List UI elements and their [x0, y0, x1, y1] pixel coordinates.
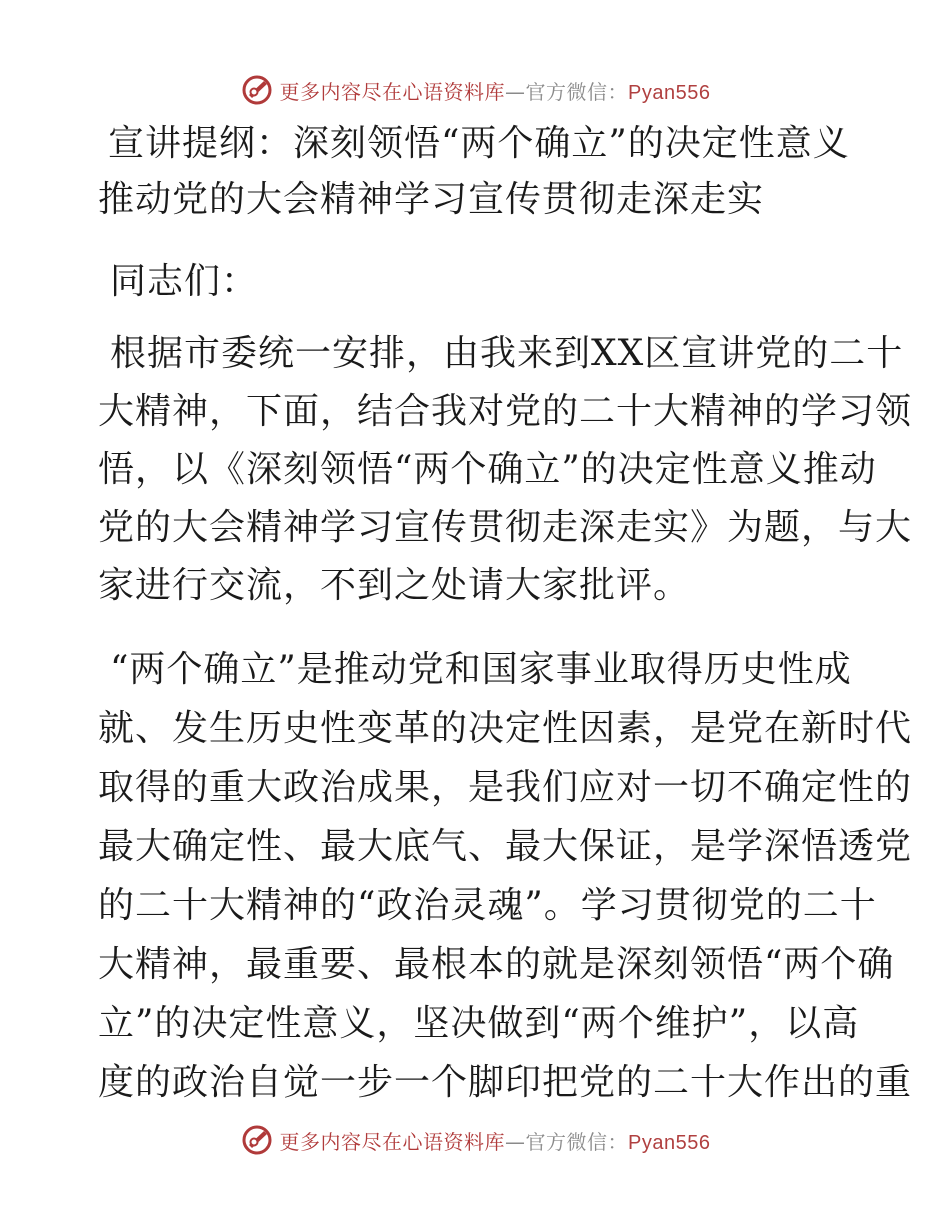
paragraph-1 [98, 332, 913, 622]
paragraph-line: 度的政治自觉一步一个脚印把党的二十大作出的重 [98, 1062, 913, 1103]
watermark-wechat-label: 官方微信： [525, 79, 629, 104]
document-body [98, 122, 913, 1120]
paragraph-line: 家进行交流，不到之处请大家批评。 [98, 565, 691, 606]
paragraph-line: “两个确立”是推动党和国家事业取得历史性成 [110, 649, 852, 690]
watermark-separator: — [505, 1129, 526, 1154]
paragraph-line: 党的大会精神学习宣传贯彻走深走实》为题，与大 [98, 507, 913, 548]
paragraph-line: 根据市委统一安排，由我来到XX区宣讲党的二十 [110, 333, 904, 374]
paragraph-line: 悟，以《深刻领悟“两个确立”的决定性意义推动 [98, 449, 877, 490]
watermark-separator: — [505, 79, 526, 104]
paragraph-2 [98, 648, 913, 1120]
paragraph-line: 取得的重大政治成果，是我们应对一切不确定性的 [98, 767, 913, 808]
title-line-2: 推动党的大会精神学习宣传贯彻走深走实 [98, 179, 765, 220]
watermark-wechat-id: Pyan556 [628, 1131, 711, 1154]
paragraph-line: 就、发生历史性变革的决定性因素，是党在新时代 [98, 708, 913, 749]
brand-logo-icon [240, 73, 274, 107]
watermark-wechat-id: Pyan556 [628, 81, 711, 104]
title-line-1: 宣讲提纲：深刻领悟“两个确立”的决定性意义 [108, 123, 850, 164]
brand-logo-icon [240, 1123, 274, 1157]
greeting: 同志们： [110, 261, 259, 302]
paragraph-line: 大精神，最重要、最根本的就是深刻领悟“两个确 [98, 944, 895, 985]
watermark-wechat-label: 官方微信： [525, 1129, 629, 1154]
paragraph-line: 的二十大精神的“政治灵魂”。学习贯彻党的二十 [98, 885, 877, 926]
paragraph-line: 立”的决定性意义，坚决做到“两个维护”，以高 [98, 1003, 860, 1044]
document-title [98, 122, 858, 234]
watermark-brand: 更多内容尽在心语资料库 [279, 79, 506, 104]
paragraph-line: 大精神，下面，结合我对党的二十大精神的学习领 [98, 391, 913, 432]
paragraph-line: 最大确定性、最大底气、最大保证，是学深悟透党 [98, 826, 913, 867]
watermark-text [280, 76, 711, 105]
header-watermark-banner [0, 72, 950, 108]
footer-watermark-banner [0, 1122, 950, 1158]
watermark-text [280, 1126, 711, 1155]
watermark-brand: 更多内容尽在心语资料库 [279, 1129, 506, 1154]
